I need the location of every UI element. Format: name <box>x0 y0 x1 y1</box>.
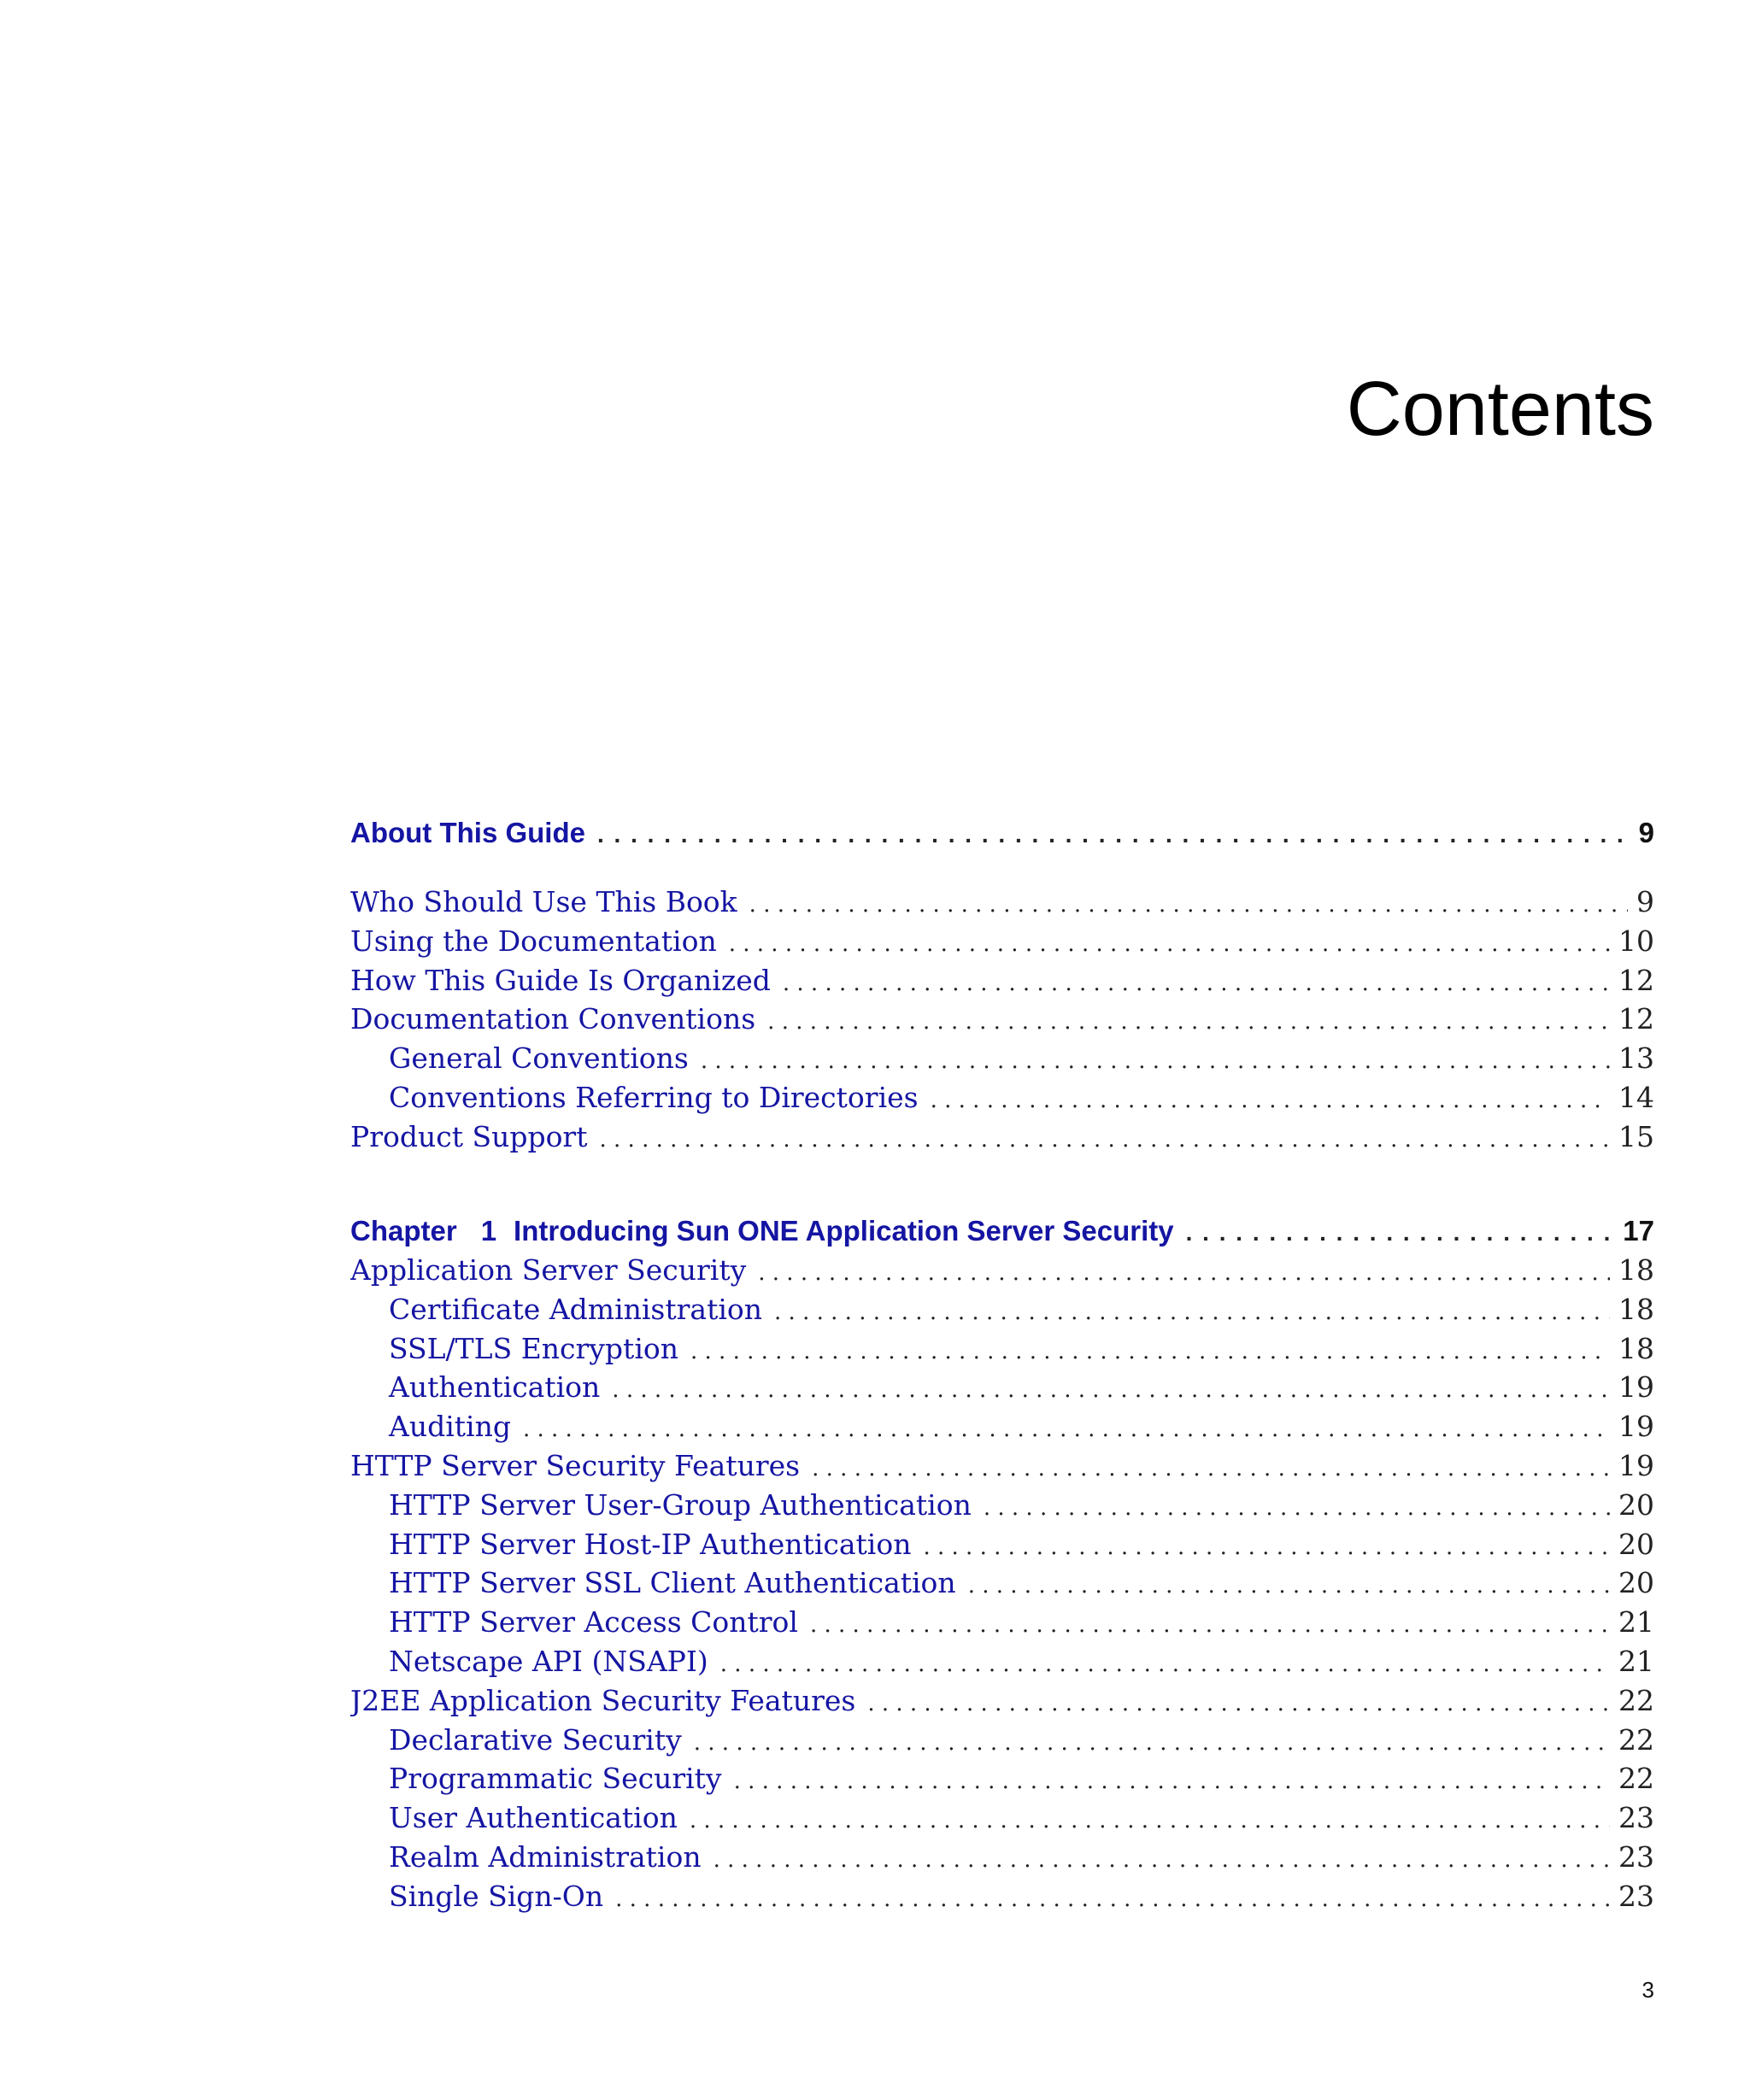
toc-entry-title: Programmatic Security <box>389 1762 722 1796</box>
toc-dot-leader <box>783 961 1610 1000</box>
toc-entry-title: Realm Administration <box>389 1839 702 1874</box>
toc-entry[interactable] <box>350 883 1654 922</box>
toc-entry[interactable] <box>350 1368 1654 1407</box>
toc-chapter-1[interactable] <box>350 1211 1654 1251</box>
toc-entry[interactable] <box>350 1759 1654 1798</box>
toc-page-number: 22 <box>1618 1683 1654 1717</box>
toc-chapter-about-this-guide[interactable] <box>350 813 1654 853</box>
toc-entry-title: Certificate Administration <box>389 1292 763 1326</box>
toc-dot-leader <box>690 1798 1610 1838</box>
toc-dot-leader <box>701 1039 1610 1078</box>
toc-page-number: 18 <box>1618 1253 1654 1287</box>
toc-entry-title: Netscape API (NSAPI) <box>389 1644 708 1678</box>
toc-chapter-number: 1 <box>480 1215 497 1247</box>
toc-dot-leader <box>758 1251 1610 1290</box>
toc-entry-title: User Authentication <box>389 1801 678 1835</box>
toc-entry[interactable] <box>350 922 1654 961</box>
toc-entry[interactable] <box>350 1251 1654 1290</box>
toc-chapter-prefix: Chapter <box>350 1215 457 1247</box>
toc-dot-leader <box>694 1721 1610 1760</box>
toc-page-number: 18 <box>1618 1292 1654 1326</box>
toc-entry[interactable] <box>350 1798 1654 1838</box>
toc-entry-title: Conventions Referring to Directories <box>389 1080 919 1114</box>
toc-entry[interactable] <box>350 1525 1654 1564</box>
toc-entry-title: Application Server Security <box>350 1253 747 1287</box>
toc-entry-title: SSL/TLS Encryption <box>389 1331 678 1365</box>
toc-page-number: 21 <box>1618 1644 1654 1678</box>
toc-dot-leader <box>749 883 1628 922</box>
toc-dot-leader <box>720 1642 1610 1681</box>
toc-chapter-heading <box>350 1211 1174 1251</box>
toc-dot-leader <box>810 1603 1610 1642</box>
toc-dot-leader <box>714 1838 1610 1877</box>
toc-dot-leader <box>729 922 1610 961</box>
toc-page-number: 17 <box>1623 1215 1654 1247</box>
toc-page-number: 23 <box>1618 1801 1654 1835</box>
toc-dot-leader <box>523 1407 1610 1446</box>
toc-entry-title: How This Guide Is Organized <box>350 963 771 997</box>
toc-entry-title: Single Sign-On <box>389 1879 604 1913</box>
toc-entry[interactable] <box>350 1642 1654 1681</box>
toc-page-number: 13 <box>1618 1041 1654 1076</box>
toc-entry-title: Product Support <box>350 1119 588 1153</box>
toc-page-number: 22 <box>1618 1722 1654 1757</box>
toc-page-number: 19 <box>1618 1448 1654 1482</box>
toc-entry-title: General Conventions <box>389 1041 689 1076</box>
toc-page-number: 9 <box>1638 817 1654 848</box>
toc-entry[interactable] <box>350 1117 1654 1157</box>
toc-entry-title: Documentation Conventions <box>350 1002 756 1036</box>
toc-page-number: 19 <box>1618 1370 1654 1405</box>
toc-entry[interactable] <box>350 1290 1654 1329</box>
toc-page-number: 18 <box>1618 1331 1654 1365</box>
toc-entry[interactable] <box>350 1000 1654 1039</box>
toc-page-number: 12 <box>1618 1002 1654 1036</box>
toc-page-number: 19 <box>1618 1410 1654 1444</box>
toc-dot-leader <box>1186 1211 1615 1251</box>
toc-page-number: 15 <box>1618 1119 1654 1153</box>
toc-dot-leader <box>812 1446 1610 1486</box>
toc-section-chapter-1 <box>350 1211 1654 1916</box>
toc-entry[interactable] <box>350 1721 1654 1760</box>
toc-entry-title: HTTP Server Access Control <box>389 1605 798 1640</box>
toc-entry-title: HTTP Server Security Features <box>350 1448 801 1482</box>
toc-dot-leader <box>690 1329 1610 1369</box>
toc-dot-leader <box>767 1000 1610 1039</box>
toc-dot-leader <box>615 1877 1610 1916</box>
toc-page-number: 9 <box>1636 885 1654 918</box>
toc-dot-leader <box>968 1563 1610 1603</box>
toc-page-number: 20 <box>1618 1527 1654 1561</box>
toc-page-number: 22 <box>1618 1762 1654 1796</box>
toc-entry[interactable] <box>350 1563 1654 1603</box>
toc-entry-title: J2EE Application Security Features <box>350 1683 856 1717</box>
toc-page-number: 14 <box>1618 1080 1654 1114</box>
toc-dot-leader <box>599 1117 1610 1157</box>
toc-entry[interactable] <box>350 1877 1654 1916</box>
toc-section-about <box>350 813 1654 1157</box>
toc-dot-leader <box>734 1759 1610 1798</box>
toc-entry[interactable] <box>350 1329 1654 1369</box>
toc-entry-title: Auditing <box>389 1410 511 1444</box>
toc-entry[interactable] <box>350 1838 1654 1877</box>
toc-entry-title: HTTP Server SSL Client Authentication <box>389 1566 956 1600</box>
toc-page-number: 20 <box>1618 1487 1654 1522</box>
toc-page-number: 23 <box>1618 1839 1654 1874</box>
toc-entry-title: Who Should Use This Book <box>350 885 737 918</box>
toc-entry-title: Using the Documentation <box>350 924 717 958</box>
toc-page-number: 20 <box>1618 1566 1654 1600</box>
toc-entry-title: Declarative Security <box>389 1722 682 1757</box>
page-title: Contents <box>1346 367 1654 452</box>
toc-page-number: 23 <box>1618 1879 1654 1913</box>
toc-entry-title: HTTP Server Host-IP Authentication <box>389 1527 912 1561</box>
toc-dot-leader <box>931 1078 1610 1117</box>
toc-entry[interactable] <box>350 1681 1654 1721</box>
toc-entry[interactable] <box>350 1039 1654 1078</box>
toc-dot-leader <box>597 813 1630 853</box>
toc-entry[interactable] <box>350 961 1654 1000</box>
page-number-footer: 3 <box>1641 1977 1654 2003</box>
toc-page-number: 21 <box>1618 1605 1654 1640</box>
toc-page-number: 12 <box>1618 963 1654 997</box>
toc-chapter-title: Introducing Sun ONE Application Server Security <box>514 1215 1174 1247</box>
toc-dot-leader <box>774 1290 1610 1329</box>
toc-entry[interactable] <box>350 1078 1654 1117</box>
toc-chapter-title: About This Guide <box>350 817 585 848</box>
toc-dot-leader <box>612 1368 1610 1407</box>
toc-entry[interactable] <box>350 1486 1654 1525</box>
toc-dot-leader <box>984 1486 1610 1525</box>
toc-entry[interactable] <box>350 1446 1654 1486</box>
toc-entry[interactable] <box>350 1603 1654 1642</box>
toc-entry-title: Authentication <box>389 1370 601 1405</box>
toc-entry[interactable] <box>350 1407 1654 1446</box>
toc-dot-leader <box>923 1525 1610 1564</box>
toc-dot-leader <box>867 1681 1610 1721</box>
toc-entry-title: HTTP Server User-Group Authentication <box>389 1487 972 1522</box>
toc-page-number: 10 <box>1618 924 1654 958</box>
